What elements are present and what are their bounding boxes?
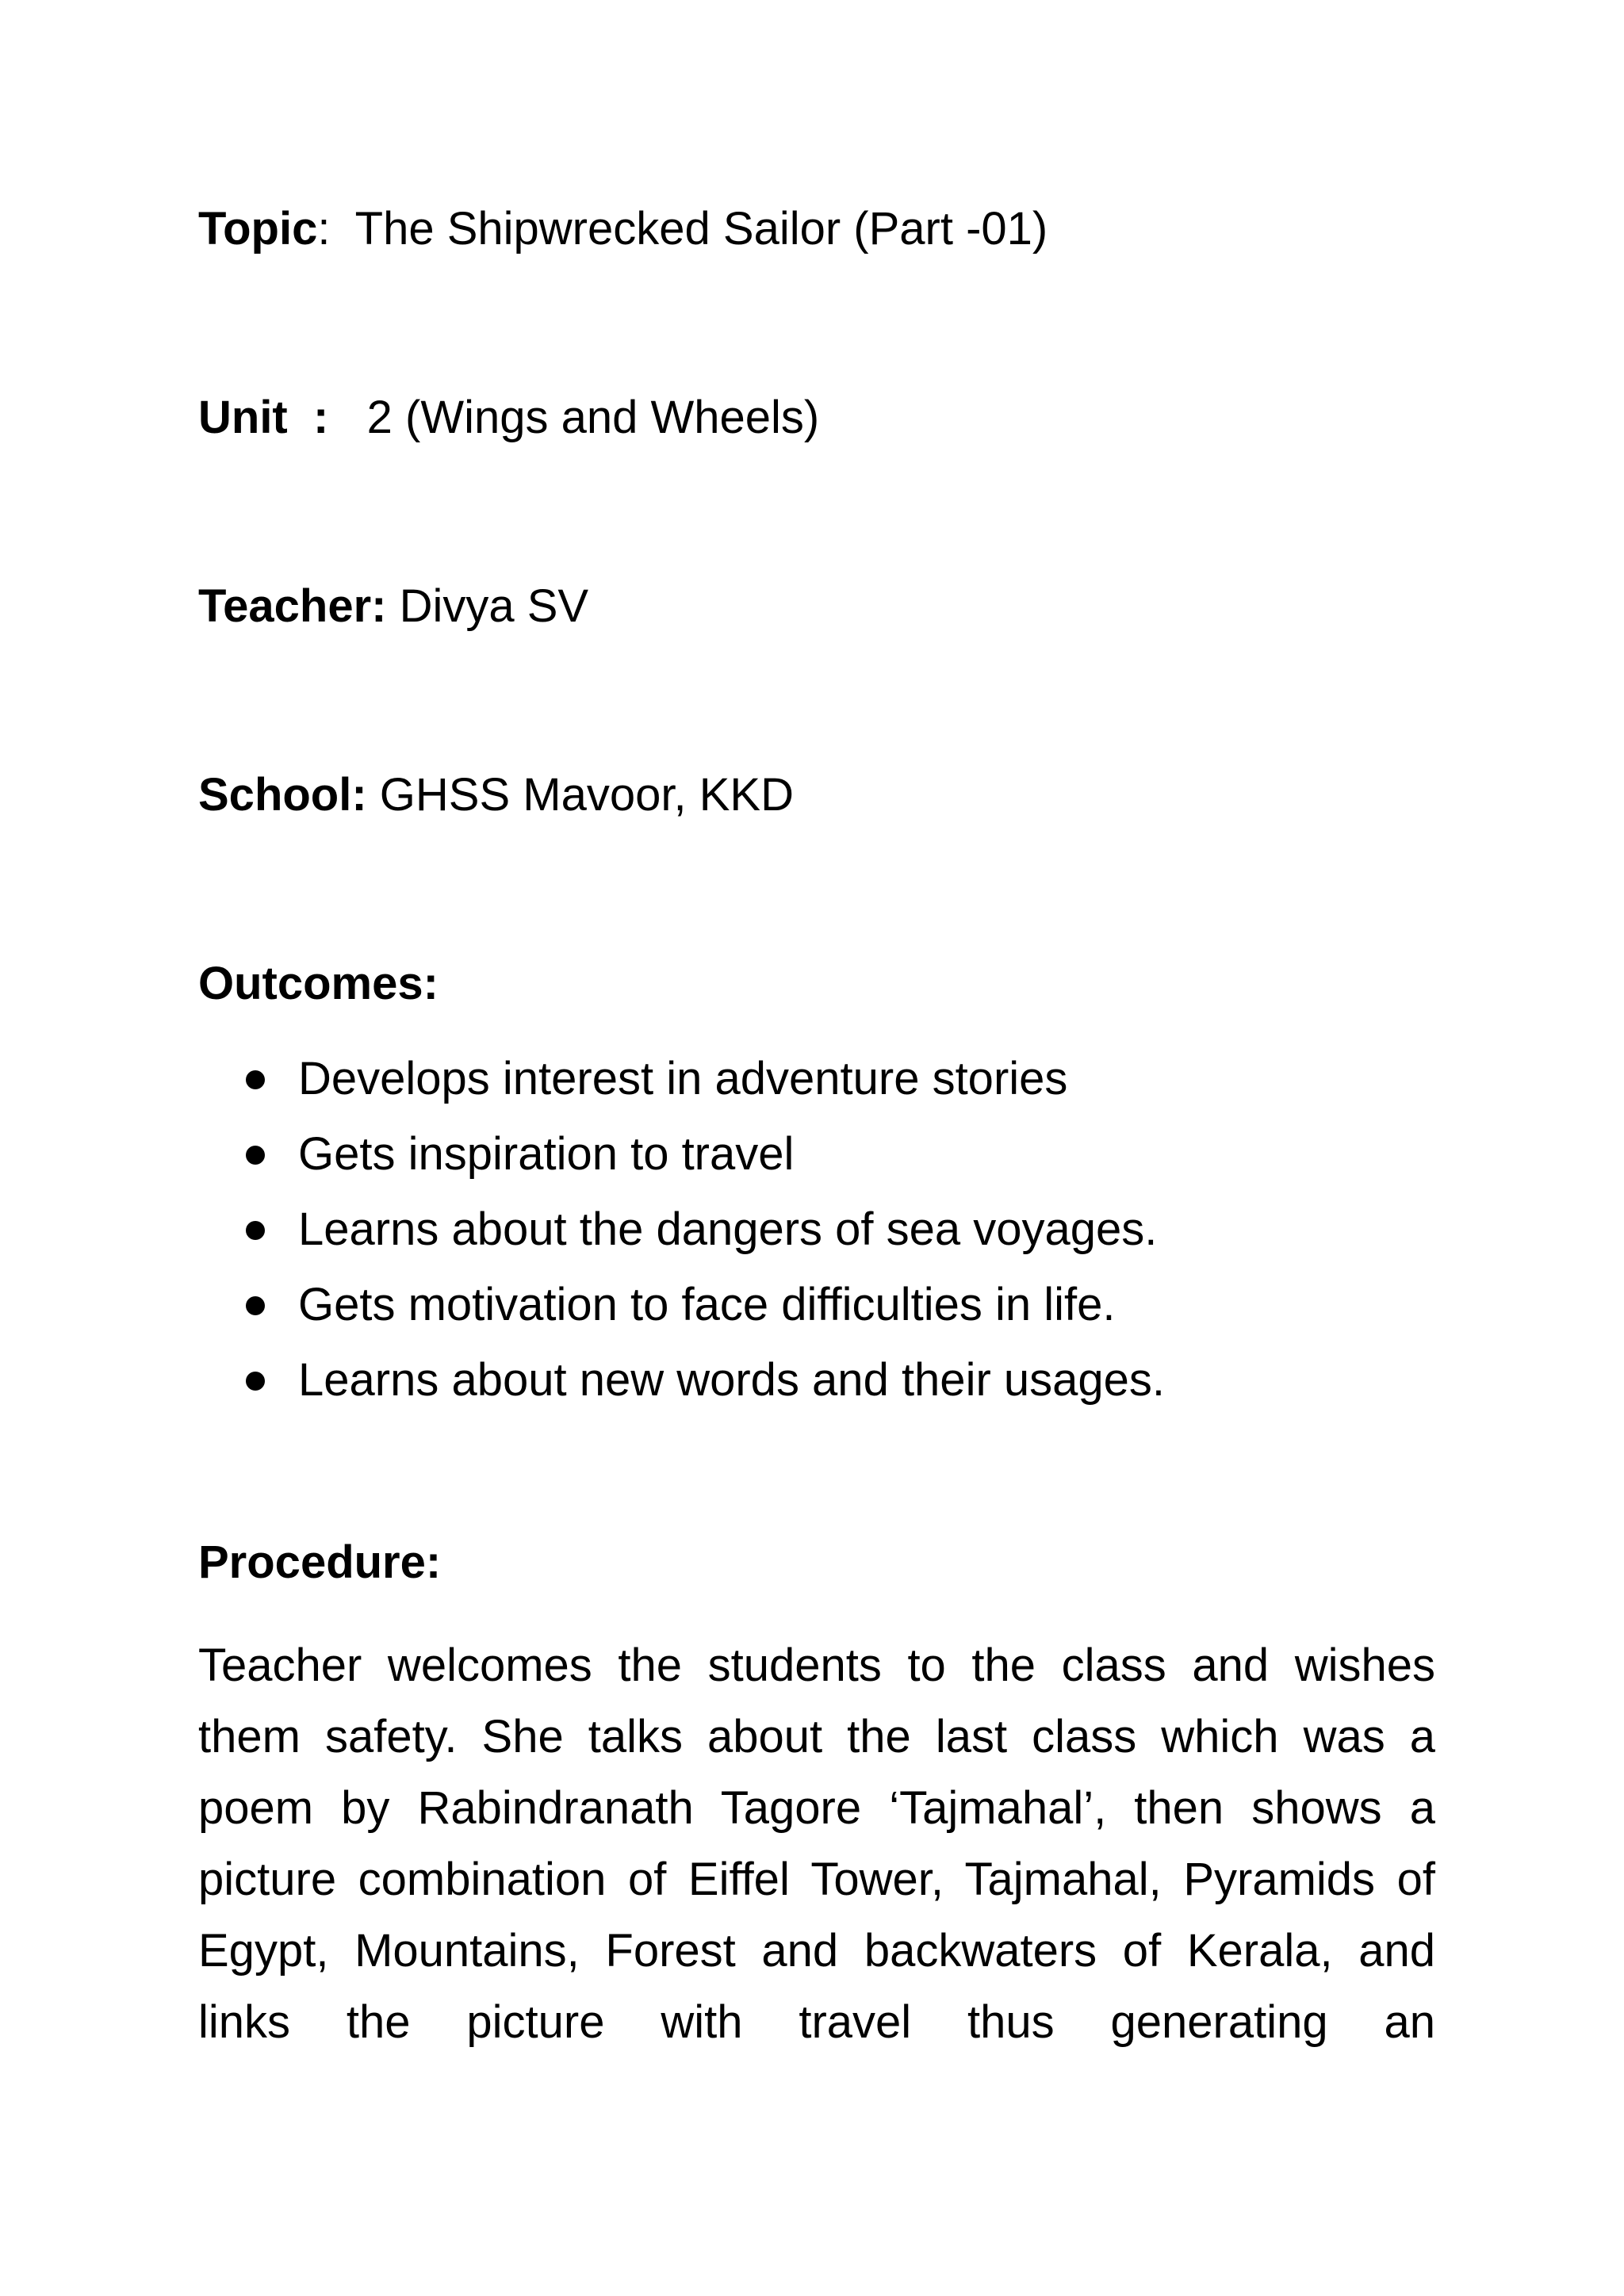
teacher-value: Divya SV: [399, 580, 589, 632]
outcomes-heading: Outcomes:: [198, 958, 439, 1009]
topic-label: Topic: [198, 203, 318, 254]
school-line: [198, 767, 794, 823]
topic-line: [198, 201, 1048, 257]
outcome-text: Develops interest in adventure stories: [298, 1053, 1068, 1104]
outcome-item: [246, 1051, 1165, 1127]
unit-separator: [328, 392, 366, 443]
outcome-text: Learns about new words and their usages.: [298, 1354, 1166, 1406]
unit-value: 2 (Wings and Wheels): [366, 392, 820, 443]
school-separator: [367, 769, 380, 821]
outcome-item: [246, 1277, 1165, 1353]
topic-separator: :: [317, 203, 355, 254]
outcomes-list: [246, 1051, 1165, 1428]
unit-line: [198, 390, 819, 446]
outcome-item: [246, 1127, 1165, 1202]
teacher-line: [198, 579, 588, 634]
school-label: School:: [198, 769, 367, 821]
outcome-item: [246, 1353, 1165, 1428]
school-value: GHSS Mavoor, KKD: [379, 769, 794, 821]
document-page: [198, 0, 1435, 2296]
bullet-icon: [246, 1372, 265, 1391]
procedure-paragraph: Teacher welcomes the students to the class and wishes them safety. She talks about the last class which was a poem by Rabindranath Tagore ‘Tajmahal’, then shows a picture combination of Eiffel Tower, Tajmahal, Pyramids of Egypt, Mountains, Forest and backwaters of Kerala, and links the picture with travel thus generating an: [198, 1640, 1435, 2048]
outcome-text: Learns about the dangers of sea voyages.: [298, 1203, 1158, 1255]
procedure-heading: Procedure:: [198, 1536, 442, 1588]
outcome-text: Gets motivation to face difficulties in life.: [298, 1279, 1116, 1330]
teacher-separator: [386, 580, 399, 632]
bullet-icon: [246, 1146, 265, 1165]
teacher-label: Teacher:: [198, 580, 387, 632]
outcome-item: [246, 1202, 1165, 1277]
bullet-icon: [246, 1296, 265, 1315]
unit-label: Unit :: [198, 392, 329, 443]
bullet-icon: [246, 1070, 265, 1089]
topic-value: The Shipwrecked Sailor (Part -01): [354, 203, 1048, 254]
outcome-text: Gets inspiration to travel: [298, 1128, 795, 1180]
bullet-icon: [246, 1221, 265, 1240]
